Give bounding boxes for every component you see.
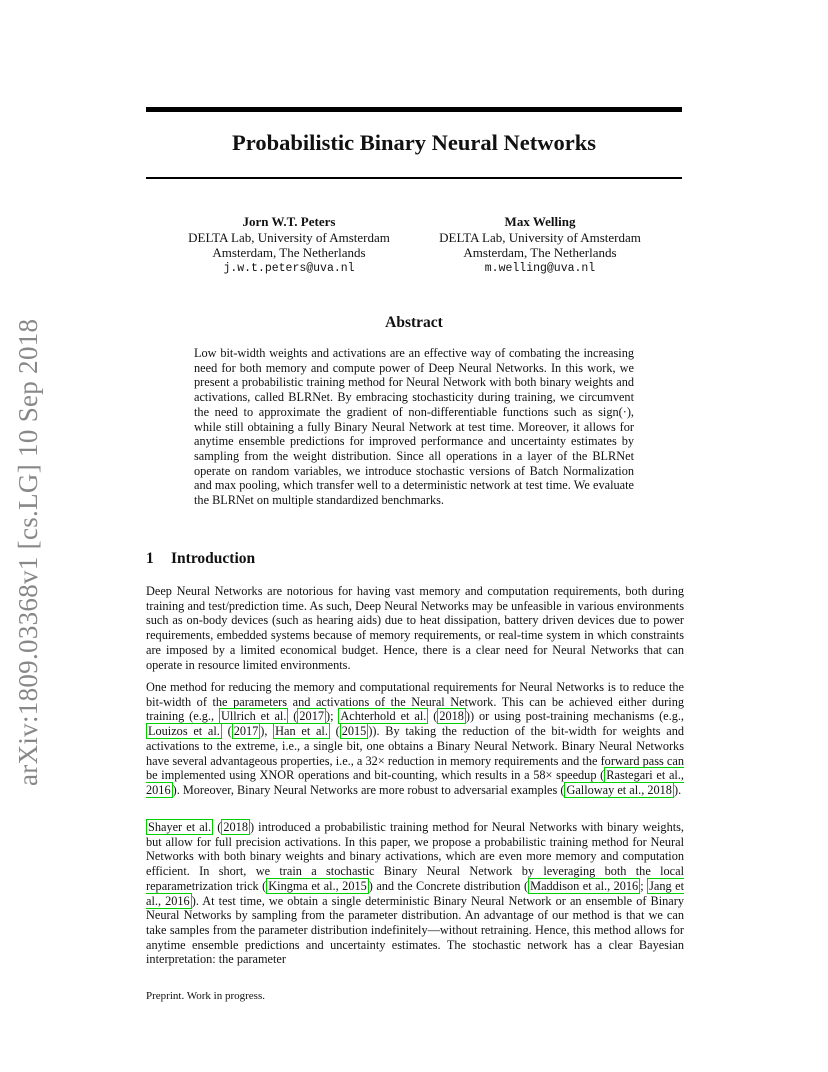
author-location: Amsterdam, The Netherlands	[212, 245, 366, 260]
text-run: );	[325, 709, 339, 724]
citation-link[interactable]: Han et al.	[275, 724, 328, 739]
paragraph-2	[146, 680, 684, 798]
paper-title: Probabilistic Binary Neural Networks	[232, 130, 596, 155]
section-heading	[146, 550, 255, 568]
text-run: ) introduced a probabilistic training method for Neural Networks with binary weights, but allow for full precision activations. In this paper, we propose a probabilistic training method for Neural Networks with both binary weights and binary activations, which are even more memory and computation efficient. In short, we train a stochastic Binary Neural Network by leveraging both the local reparametrization trick (	[146, 820, 684, 893]
text-run: ),	[260, 724, 274, 739]
section-number: 1	[146, 550, 154, 567]
citation-link[interactable]: 2018	[439, 709, 464, 724]
author-email: m.welling@uva.nl	[484, 261, 596, 275]
paragraph-3	[146, 820, 684, 967]
text-run: ). Moreover, Binary Neural Networks are more robust to adversarial examples (	[172, 782, 565, 797]
text-run: (	[428, 709, 438, 724]
text-run: (	[213, 820, 222, 834]
citation-link[interactable]: 2015	[341, 724, 367, 739]
citation-link[interactable]: Kingma et al., 2015	[268, 878, 367, 893]
author-affiliation: DELTA Lab, University of Amsterdam	[439, 229, 641, 245]
citation-link[interactable]: Rastegari et al., 2016	[146, 768, 685, 797]
citation-link[interactable]: 2018	[223, 820, 248, 834]
citation-link[interactable]: Jang et al., 2016	[146, 878, 684, 908]
citation-link[interactable]: Shayer et al.	[148, 820, 212, 834]
arxiv-identifier-stamp: arXiv:1809.03368v1 [cs.LG] 10 Sep 2018	[13, 318, 43, 786]
footer-note: Preprint. Work in progress.	[146, 990, 265, 1002]
text-run: )) or using post-training mechanisms (e.g.,	[465, 709, 684, 724]
author-block-2	[425, 214, 655, 276]
author-name: Jorn W.T. Peters	[242, 214, 336, 229]
citation-link[interactable]: Achterhold et al.	[340, 709, 427, 724]
author-email: j.w.t.peters@uva.nl	[223, 261, 355, 275]
citation-link[interactable]: Louizos et al.	[148, 724, 220, 739]
abstract-heading: Abstract	[385, 314, 443, 331]
citation-link[interactable]: Maddison et al., 2016	[530, 878, 639, 893]
title-top-rule	[146, 107, 682, 112]
citation-link[interactable]: 2017	[233, 724, 259, 739]
author-block-1	[174, 214, 404, 276]
author-location: Amsterdam, The Netherlands	[463, 245, 617, 260]
text-run: ;	[640, 878, 648, 893]
title-bottom-rule	[146, 177, 682, 179]
section-title: Introduction	[171, 550, 256, 567]
text-run: )). By taking the reduction of the bit-width for weights and activations to the extreme, i.e., a single bit, one obtains a Binary Neural Network. Binary Neural Networks have several advantageous properties, i.e., a 32× reduction in memory requirements and the forward pass can be implemented using XNOR operations and bit-counting, which results in a 58× speedup (	[146, 724, 684, 783]
citation-link[interactable]: 2017	[299, 709, 324, 724]
text-run: ).	[673, 782, 682, 797]
abstract-text: Low bit-width weights and activations are an effective way of combating the increasing need for both memory and compute power of Deep Neural Networks. In this work, we present a probabilistic training method for Neural Network with both binary weights and activations, called BLRNet. By embracing stochasticity during training, we circumvent the need to approximate the gradient of non-differentiable functions such as sign(·), while still obtaining a fully Binary Neural Network at test time. Moreover, it allows for anytime ensemble predictions for improved performance and uncertainty estimates by sampling from the weight distribution. Since all operations in a layer of the BLRNet operate on random variables, we introduce stochastic versions of Batch Normalization and max pooling, which transfer well to a deterministic network at test time. We evaluate the BLRNet on multiple standardized benchmarks.	[194, 346, 634, 508]
author-affiliation: DELTA Lab, University of Amsterdam	[188, 229, 390, 245]
text-run: (	[329, 724, 340, 739]
author-name: Max Welling	[504, 214, 576, 229]
paragraph-text: Deep Neural Networks are notorious for having vast memory and computation requirements, both during training and test/prediction time. As such, Deep Neural Networks may be unfeasible in various environments such as on-body devices (such as hearing aids) due to heat dissipation, battery driven devices due to power requirements, embedded systems because of memory requirements, or real-time system in which constraints are imposed by a limited economical budget. Hence, there is a clear need for Neural Networks that can operate in resource limited environments.	[146, 584, 684, 672]
text-run: (	[288, 709, 298, 724]
citation-link[interactable]: Ullrich et al.	[220, 709, 287, 724]
citation-link[interactable]: Galloway et al., 2018	[566, 782, 672, 797]
text-run: ). At test time, we obtain a single deterministic Binary Neural Network or an ensemble of Binary Neural Networks by sampling from the parameter distribution. An advantage of our method is that we can take samples from the parameter distribution indefinitely—without retraining. Hence, this method allows for anytime ensemble predictions and uncertainty estimates. The stochastic network has a clear Bayesian interpretation: the parameter	[146, 893, 684, 967]
text-run: (	[221, 724, 232, 739]
text-run: One method for reducing the memory and computational requirements for Neural Networks is to reduce the bit-width of the parameters and activations of the Neural Network. This can be achieved either during training (e.g.,	[146, 680, 684, 724]
text-run: ) and the Concrete distribution (	[368, 878, 529, 893]
paragraph-1	[146, 584, 684, 672]
